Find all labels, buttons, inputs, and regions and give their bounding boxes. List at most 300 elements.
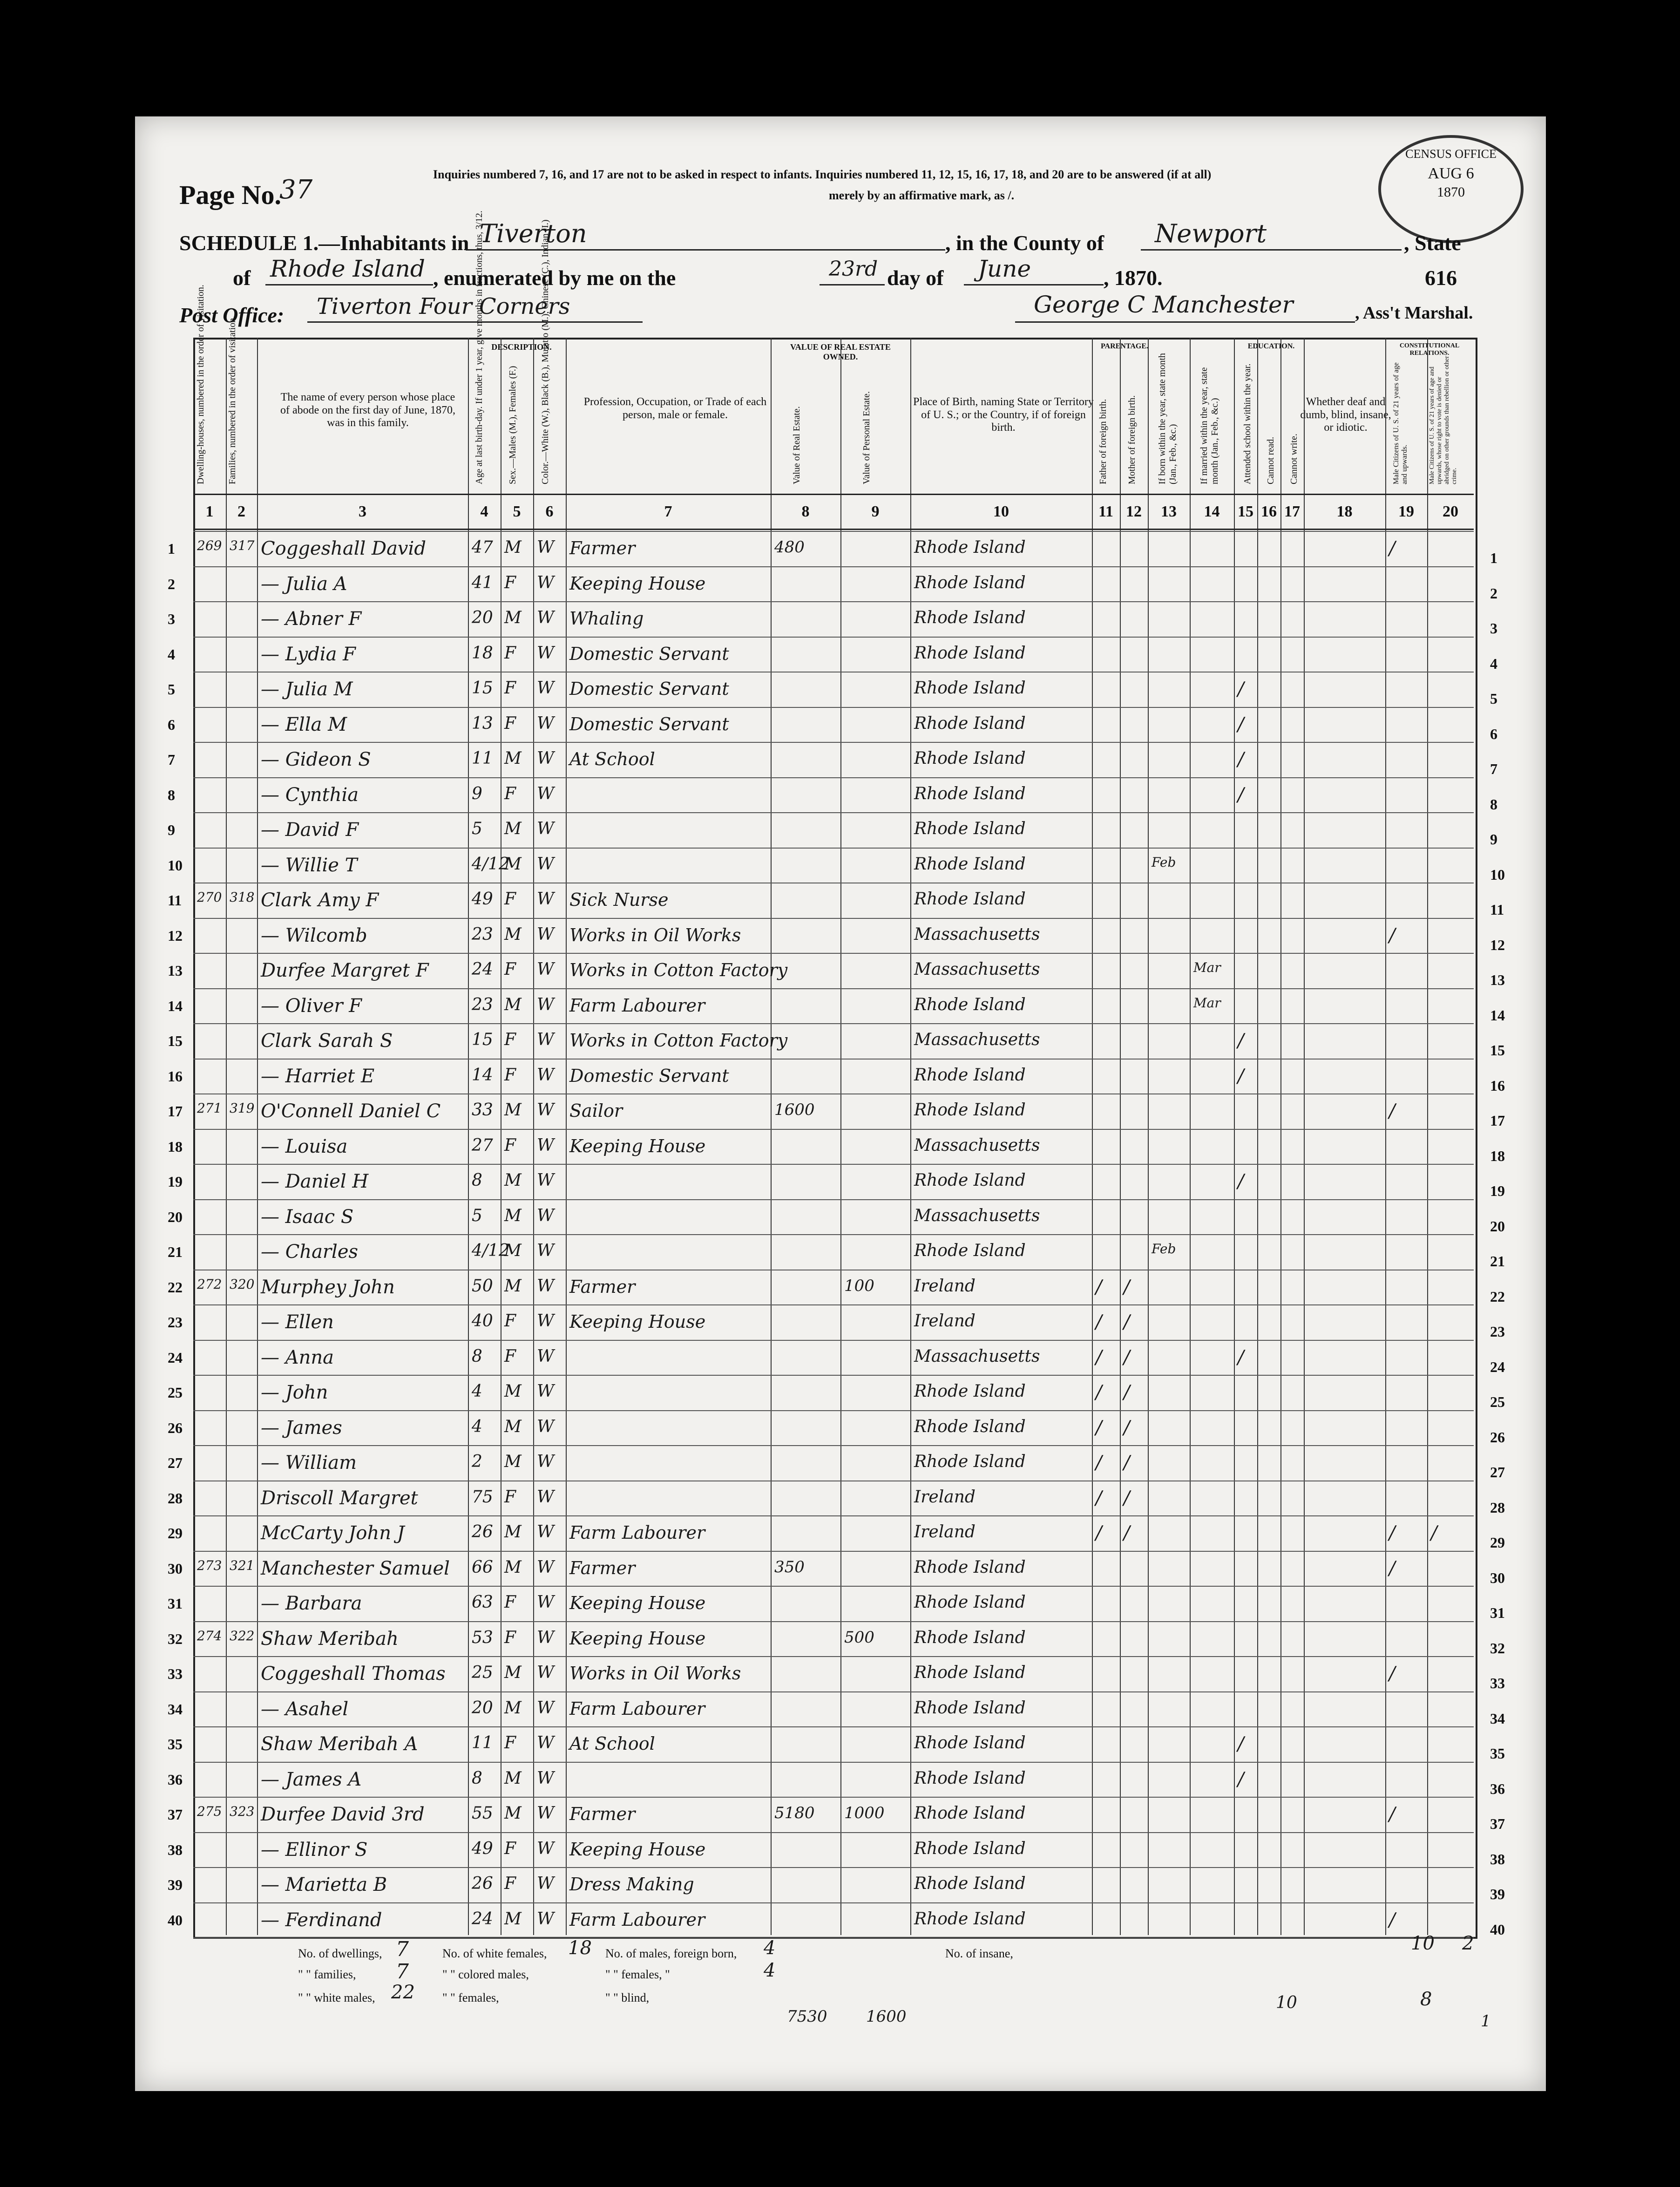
color: W xyxy=(537,1417,555,1436)
place-of-birth: Rhode Island xyxy=(914,1909,1026,1929)
color: W xyxy=(537,1487,555,1507)
mother-foreign-mark: / xyxy=(1124,1487,1130,1509)
column-number: 12 xyxy=(1126,503,1142,520)
occupation: Works in Oil Works xyxy=(569,924,741,945)
mother-foreign-mark: / xyxy=(1124,1346,1130,1368)
col-header-13: If born within the year, state month (Jan., Feb., &c.) xyxy=(1157,353,1178,484)
person-name: — Marietta B xyxy=(261,1874,387,1895)
column-number: 18 xyxy=(1336,503,1353,520)
post-office-label: Post Office: xyxy=(179,303,285,327)
row-rule xyxy=(193,848,1474,849)
person-name: — Wilcomb xyxy=(261,924,367,946)
row-rule xyxy=(193,1375,1474,1376)
row-rule xyxy=(193,1164,1474,1165)
occupation: Farmer xyxy=(569,1557,636,1578)
line-number-right: 36 xyxy=(1490,1780,1505,1797)
born-within-year: Feb xyxy=(1152,854,1176,870)
color: W xyxy=(537,1276,555,1296)
person-name: Murphey John xyxy=(261,1276,395,1298)
color: W xyxy=(537,995,555,1014)
row-rule xyxy=(193,1902,1474,1903)
person-name: — Charles xyxy=(261,1241,359,1263)
father-foreign-mark: / xyxy=(1096,1452,1102,1474)
person-name: Manchester Samuel xyxy=(261,1557,450,1579)
mother-foreign-mark: / xyxy=(1124,1417,1130,1439)
row-rule xyxy=(193,1023,1474,1024)
col-header-16: Cannot read. xyxy=(1266,436,1276,484)
column-number: 15 xyxy=(1238,503,1253,520)
color: W xyxy=(537,679,555,698)
place-of-birth: Rhode Island xyxy=(914,1839,1026,1858)
place-of-birth: Rhode Island xyxy=(914,995,1026,1014)
column-rule xyxy=(840,338,841,1935)
father-foreign-mark: / xyxy=(1096,1346,1102,1368)
color: W xyxy=(537,1593,555,1612)
person-name: — Daniel H xyxy=(261,1171,369,1192)
place-of-birth: Rhode Island xyxy=(914,1100,1026,1120)
color: W xyxy=(537,1311,555,1331)
sex: M xyxy=(504,1100,522,1120)
column-number: 13 xyxy=(1161,503,1177,520)
footer-dwellings-value: 7 xyxy=(396,1937,409,1961)
age: 15 xyxy=(472,1030,493,1049)
attended-school-mark: / xyxy=(1238,784,1244,806)
line-number-right: 31 xyxy=(1490,1604,1505,1621)
line-number: 20 xyxy=(168,1208,183,1225)
age: 27 xyxy=(472,1135,493,1155)
dwelling-number: 271 xyxy=(197,1100,222,1116)
line-number: 36 xyxy=(168,1771,183,1788)
age: 20 xyxy=(472,1698,493,1718)
person-name: Coggeshall David xyxy=(261,538,426,559)
column-number: 10 xyxy=(993,503,1009,520)
line-number-right: 14 xyxy=(1490,1006,1505,1024)
sex: M xyxy=(504,1909,522,1929)
line-number: 19 xyxy=(168,1173,183,1190)
row-rule xyxy=(193,1867,1474,1868)
male-citizen-mark: / xyxy=(1389,1522,1395,1544)
sex: F xyxy=(504,1733,516,1752)
line-number-right: 20 xyxy=(1490,1217,1505,1235)
family-number: 322 xyxy=(230,1628,255,1644)
line-number: 13 xyxy=(168,962,183,979)
person-name: — William xyxy=(261,1452,357,1474)
sex: M xyxy=(504,854,522,874)
sex: M xyxy=(504,819,522,838)
column-number: 19 xyxy=(1398,503,1414,520)
line-number-right: 11 xyxy=(1490,901,1504,918)
line-number-right: 4 xyxy=(1490,655,1497,672)
row-rule xyxy=(193,1304,1474,1305)
column-rule xyxy=(1304,338,1305,1935)
person-name: — Ellen xyxy=(261,1311,334,1333)
col-header-7: Profession, Occupation, or Trade of each person, male or female. xyxy=(583,396,767,421)
place-of-birth: Massachusetts xyxy=(914,1346,1040,1366)
line-number: 17 xyxy=(168,1103,183,1120)
sex: M xyxy=(504,1698,522,1718)
age: 63 xyxy=(472,1593,493,1612)
row-rule xyxy=(193,1340,1474,1341)
line-number: 22 xyxy=(168,1278,183,1296)
color: W xyxy=(537,643,555,663)
person-name: — Asahel xyxy=(261,1698,349,1720)
year-value: , 1870. xyxy=(1104,266,1163,290)
place-of-birth: Rhode Island xyxy=(914,1593,1026,1612)
attended-school-mark: / xyxy=(1238,749,1244,770)
line-number: 26 xyxy=(168,1419,183,1436)
male-citizen-mark: / xyxy=(1389,1663,1395,1684)
person-name: — Lydia F xyxy=(261,643,356,665)
line-number: 14 xyxy=(168,997,183,1014)
place-of-birth: Rhode Island xyxy=(914,643,1026,663)
row-rule xyxy=(193,707,1474,708)
line-number: 29 xyxy=(168,1525,183,1542)
color: W xyxy=(537,1522,555,1542)
line-number-right: 26 xyxy=(1490,1428,1505,1446)
occupation: Keeping House xyxy=(569,1839,706,1860)
color: W xyxy=(537,713,555,733)
age: 53 xyxy=(472,1628,493,1647)
line-number-right: 19 xyxy=(1490,1182,1505,1199)
attended-school-mark: / xyxy=(1238,1768,1244,1790)
attended-school-mark: / xyxy=(1238,1065,1244,1087)
color: W xyxy=(537,890,555,909)
color: W xyxy=(537,538,555,557)
color: W xyxy=(537,1065,555,1085)
line-number: 38 xyxy=(168,1841,183,1858)
month-value: June xyxy=(978,255,1031,282)
age: 15 xyxy=(472,679,493,698)
married-within-year: Mar xyxy=(1193,960,1221,975)
line-number: 10 xyxy=(168,856,183,874)
attended-school-mark: / xyxy=(1238,1171,1244,1192)
line-number: 9 xyxy=(168,822,175,838)
col-header-4: Age at last birth-day. If under 1 year, give months in fractions, thus, 3/12. xyxy=(474,211,484,484)
column-number: 9 xyxy=(871,503,880,520)
footer-tally-19b: 8 xyxy=(1420,1989,1432,2010)
color: W xyxy=(537,1768,555,1788)
color: W xyxy=(537,1839,555,1858)
age: 33 xyxy=(472,1100,493,1120)
sex: M xyxy=(504,749,522,768)
row-rule xyxy=(193,1621,1474,1622)
occupation: At School xyxy=(569,1733,655,1754)
line-number: 11 xyxy=(168,892,182,909)
place-of-birth: Rhode Island xyxy=(914,679,1026,698)
line-number-right: 29 xyxy=(1490,1534,1505,1551)
color: W xyxy=(537,1557,555,1577)
line-number: 23 xyxy=(168,1314,183,1331)
male-citizen-mark: / xyxy=(1389,1100,1395,1122)
person-name: — John xyxy=(261,1382,328,1403)
married-within-year: Mar xyxy=(1193,995,1221,1011)
row-rule xyxy=(193,1551,1474,1552)
occupation: Sick Nurse xyxy=(569,890,669,910)
sheet-number: 616 xyxy=(1425,266,1457,290)
sex: F xyxy=(504,573,516,592)
col-header-19: Male Citizens of U. S. of 21 years of age and upwards. xyxy=(1392,362,1409,484)
column-number: 5 xyxy=(513,503,521,520)
footer-white-females-label: No. of white females, xyxy=(442,1947,547,1960)
age: 11 xyxy=(472,749,493,768)
row-rule xyxy=(193,1059,1474,1060)
footer-blind-label: " " blind, xyxy=(605,1991,650,2004)
line-number: 30 xyxy=(168,1560,183,1577)
place-of-birth: Rhode Island xyxy=(914,1557,1026,1577)
occupation: Farm Labourer xyxy=(569,1909,705,1930)
age: 5 xyxy=(472,1206,482,1225)
line-number: 1 xyxy=(168,540,175,557)
line-number-right: 8 xyxy=(1490,795,1497,813)
page-number: 37 xyxy=(279,175,313,205)
color: W xyxy=(537,960,555,979)
row-rule xyxy=(193,1199,1474,1200)
description-header: DESCRIPTION. xyxy=(491,342,552,352)
age: 4/12 xyxy=(472,1241,509,1260)
person-name: Driscoll Margret xyxy=(261,1487,418,1509)
place-of-birth: Rhode Island xyxy=(914,1628,1026,1647)
place-of-birth: Massachusetts xyxy=(914,960,1040,979)
line-number-right: 5 xyxy=(1490,690,1497,707)
place-of-birth: Rhode Island xyxy=(914,1452,1026,1471)
col-header-9: Value of Personal Estate. xyxy=(861,391,872,484)
person-name: — Harriet E xyxy=(261,1065,375,1087)
place-of-birth: Rhode Island xyxy=(914,854,1026,874)
person-name: Shaw Meribah A xyxy=(261,1733,418,1755)
line-number: 28 xyxy=(168,1489,183,1507)
column-rule xyxy=(1257,338,1258,1935)
person-name: — Ella M xyxy=(261,713,347,735)
occupation: Keeping House xyxy=(569,1311,706,1332)
column-rule xyxy=(1092,338,1093,1935)
line-number-right: 21 xyxy=(1490,1253,1505,1270)
column-number: 16 xyxy=(1261,503,1277,520)
color: W xyxy=(537,608,555,627)
color: W xyxy=(537,854,555,874)
col-header-5: Sex.—Males (M.), Females (F.) xyxy=(508,366,518,484)
personal-estate-value: 100 xyxy=(844,1276,874,1295)
sex: F xyxy=(504,960,516,979)
col-header-11: Father of foreign birth. xyxy=(1098,399,1108,484)
sex: F xyxy=(504,713,516,733)
age: 26 xyxy=(472,1522,493,1542)
place-of-birth: Rhode Island xyxy=(914,1698,1026,1718)
age: 9 xyxy=(472,784,482,803)
column-number: 4 xyxy=(480,503,488,520)
age: 2 xyxy=(472,1452,482,1471)
place-of-birth: Massachusetts xyxy=(914,1135,1040,1155)
line-number-right: 3 xyxy=(1490,620,1497,637)
place-of-birth: Massachusetts xyxy=(914,924,1040,944)
person-name: Durfee David 3rd xyxy=(261,1804,425,1825)
col-header-20: Male Citizens of U. S. of 21 years of age and upwards, whose right to vote is denied or abridged on other grounds than rebellion or other crime. xyxy=(1429,356,1458,484)
footer-foreign-males-label: No. of males, foreign born, xyxy=(605,1947,737,1960)
marshal-name: George C Manchester xyxy=(1034,291,1294,318)
occupation: Works in Cotton Factory xyxy=(569,1030,788,1051)
male-citizen-mark: / xyxy=(1389,1909,1395,1931)
col-header-12: Mother of foreign birth. xyxy=(1127,395,1137,484)
row-rule xyxy=(193,531,1474,532)
row-rule xyxy=(193,742,1474,743)
column-rule xyxy=(257,338,258,1935)
constitutional-header: CONSTITUTIONAL RELATIONS. xyxy=(1399,342,1460,357)
line-number: 40 xyxy=(168,1911,183,1929)
column-rule xyxy=(1385,338,1386,1935)
header-rule xyxy=(193,529,1474,530)
footer-families-label: " " families, xyxy=(298,1968,356,1981)
footer-tally-20b: 1 xyxy=(1481,2012,1491,2031)
age: 20 xyxy=(472,608,493,627)
col-header-15: Attended school within the year. xyxy=(1242,363,1253,484)
sex: F xyxy=(504,784,516,803)
col-header-17: Cannot write. xyxy=(1289,434,1299,484)
person-name: Shaw Meribah xyxy=(261,1628,399,1650)
line-number-right: 39 xyxy=(1490,1886,1505,1902)
col-header-2: Families, numbered in the order of visitation. xyxy=(227,315,237,484)
age: 75 xyxy=(472,1487,493,1507)
line-number-right: 10 xyxy=(1490,866,1505,883)
color: W xyxy=(537,1171,555,1190)
column-rule xyxy=(533,338,534,1935)
line-number-right: 33 xyxy=(1490,1675,1505,1691)
place-of-birth: Ireland xyxy=(914,1311,975,1331)
row-rule xyxy=(193,1762,1474,1763)
row-rule xyxy=(193,637,1474,638)
county-label: , in the County of xyxy=(945,231,1104,255)
father-foreign-mark: / xyxy=(1096,1311,1102,1333)
age: 41 xyxy=(472,573,493,592)
place-of-birth: Ireland xyxy=(914,1276,975,1296)
sex: M xyxy=(504,1804,522,1823)
line-number-right: 13 xyxy=(1490,971,1505,988)
footer-foreign-females-label: " " females, " xyxy=(605,1968,670,1981)
place-of-birth: Rhode Island xyxy=(914,1804,1026,1823)
occupation: Dress Making xyxy=(569,1874,694,1895)
person-name: — Isaac S xyxy=(261,1206,354,1228)
mother-foreign-mark: / xyxy=(1124,1522,1130,1544)
inquiry-note-2: merely by an affirmative mark, as /. xyxy=(829,189,1015,202)
col-header-8: Value of Real Estate. xyxy=(792,406,802,484)
place-of-birth: Rhode Island xyxy=(914,1417,1026,1436)
father-foreign-mark: / xyxy=(1096,1417,1102,1439)
age: 8 xyxy=(472,1171,482,1190)
place-of-birth: Rhode Island xyxy=(914,1171,1026,1190)
sex: M xyxy=(504,1382,522,1401)
footer-tally-re: 7530 xyxy=(787,2007,827,2026)
person-name: — Oliver F xyxy=(261,995,362,1017)
family-number: 320 xyxy=(230,1276,255,1292)
day-of-label: day of xyxy=(887,266,944,290)
father-foreign-mark: / xyxy=(1096,1382,1102,1403)
color: W xyxy=(537,1135,555,1155)
column-rule xyxy=(1148,338,1149,1935)
occupation: Farmer xyxy=(569,1276,636,1297)
color: W xyxy=(537,1909,555,1929)
row-rule xyxy=(193,1586,1474,1587)
sex: F xyxy=(504,890,516,909)
column-number: 7 xyxy=(664,503,672,520)
place-of-birth: Massachusetts xyxy=(914,1030,1040,1049)
sex: F xyxy=(504,1065,516,1085)
age: 24 xyxy=(472,1909,493,1929)
line-number: 18 xyxy=(168,1138,183,1155)
line-number: 32 xyxy=(168,1630,183,1647)
person-name: McCarty John J xyxy=(261,1522,405,1544)
column-rule xyxy=(1120,338,1121,1935)
color: W xyxy=(537,1100,555,1120)
state-label: , State xyxy=(1404,231,1461,255)
line-number: 21 xyxy=(168,1243,183,1260)
color: W xyxy=(537,1663,555,1682)
person-name: — Ferdinand xyxy=(261,1909,382,1931)
row-rule xyxy=(193,566,1474,567)
line-number: 24 xyxy=(168,1349,183,1366)
dwelling-number: 270 xyxy=(197,890,222,905)
sex: M xyxy=(504,1276,522,1296)
line-number-right: 35 xyxy=(1490,1745,1505,1762)
line-number: 16 xyxy=(168,1067,183,1085)
person-name: O'Connell Daniel C xyxy=(261,1100,441,1122)
footer-tally-20: 2 xyxy=(1462,1933,1474,1954)
line-number: 37 xyxy=(168,1806,183,1823)
color: W xyxy=(537,573,555,592)
place-of-birth: Rhode Island xyxy=(914,608,1026,627)
age: 5 xyxy=(472,819,482,838)
sex: F xyxy=(504,1311,516,1331)
place-of-birth: Rhode Island xyxy=(914,1874,1026,1893)
line-number-right: 23 xyxy=(1490,1323,1505,1340)
color: W xyxy=(537,749,555,768)
place-of-birth: Rhode Island xyxy=(914,1768,1026,1788)
age: 26 xyxy=(472,1874,493,1893)
line-number: 6 xyxy=(168,716,175,733)
row-rule xyxy=(193,1691,1474,1692)
column-rule xyxy=(771,338,772,1935)
occupation: Works in Oil Works xyxy=(569,1663,741,1684)
person-name: — Louisa xyxy=(261,1135,348,1157)
place-of-birth: Rhode Island xyxy=(914,538,1026,557)
marshal-label: , Ass't Marshal. xyxy=(1355,303,1473,323)
age: 50 xyxy=(472,1276,493,1296)
line-number: 34 xyxy=(168,1700,183,1718)
color: W xyxy=(537,1733,555,1752)
line-number-right: 17 xyxy=(1490,1112,1505,1129)
line-number-right: 16 xyxy=(1490,1077,1505,1094)
line-number-right: 18 xyxy=(1490,1147,1505,1164)
sex: M xyxy=(504,1557,522,1577)
color: W xyxy=(537,1628,555,1647)
dwelling-number: 275 xyxy=(197,1804,222,1819)
color: W xyxy=(537,1030,555,1049)
person-name: — Willie T xyxy=(261,854,358,876)
row-rule xyxy=(193,1129,1474,1130)
color: W xyxy=(537,924,555,944)
footer-tally-pe: 1600 xyxy=(866,2007,907,2026)
age: 14 xyxy=(472,1065,493,1085)
sex: M xyxy=(504,1241,522,1260)
row-rule xyxy=(193,1515,1474,1516)
column-rule xyxy=(468,338,469,1935)
father-foreign-mark: / xyxy=(1096,1522,1102,1544)
footer-tally-school: 10 xyxy=(1276,1993,1297,2012)
person-name: Clark Amy F xyxy=(261,890,379,911)
place-of-birth: Rhode Island xyxy=(914,819,1026,838)
place-of-birth: Rhode Island xyxy=(914,1241,1026,1260)
color: W xyxy=(537,1346,555,1366)
color: W xyxy=(537,1452,555,1471)
line-number: 15 xyxy=(168,1032,183,1049)
row-rule xyxy=(193,1832,1474,1833)
